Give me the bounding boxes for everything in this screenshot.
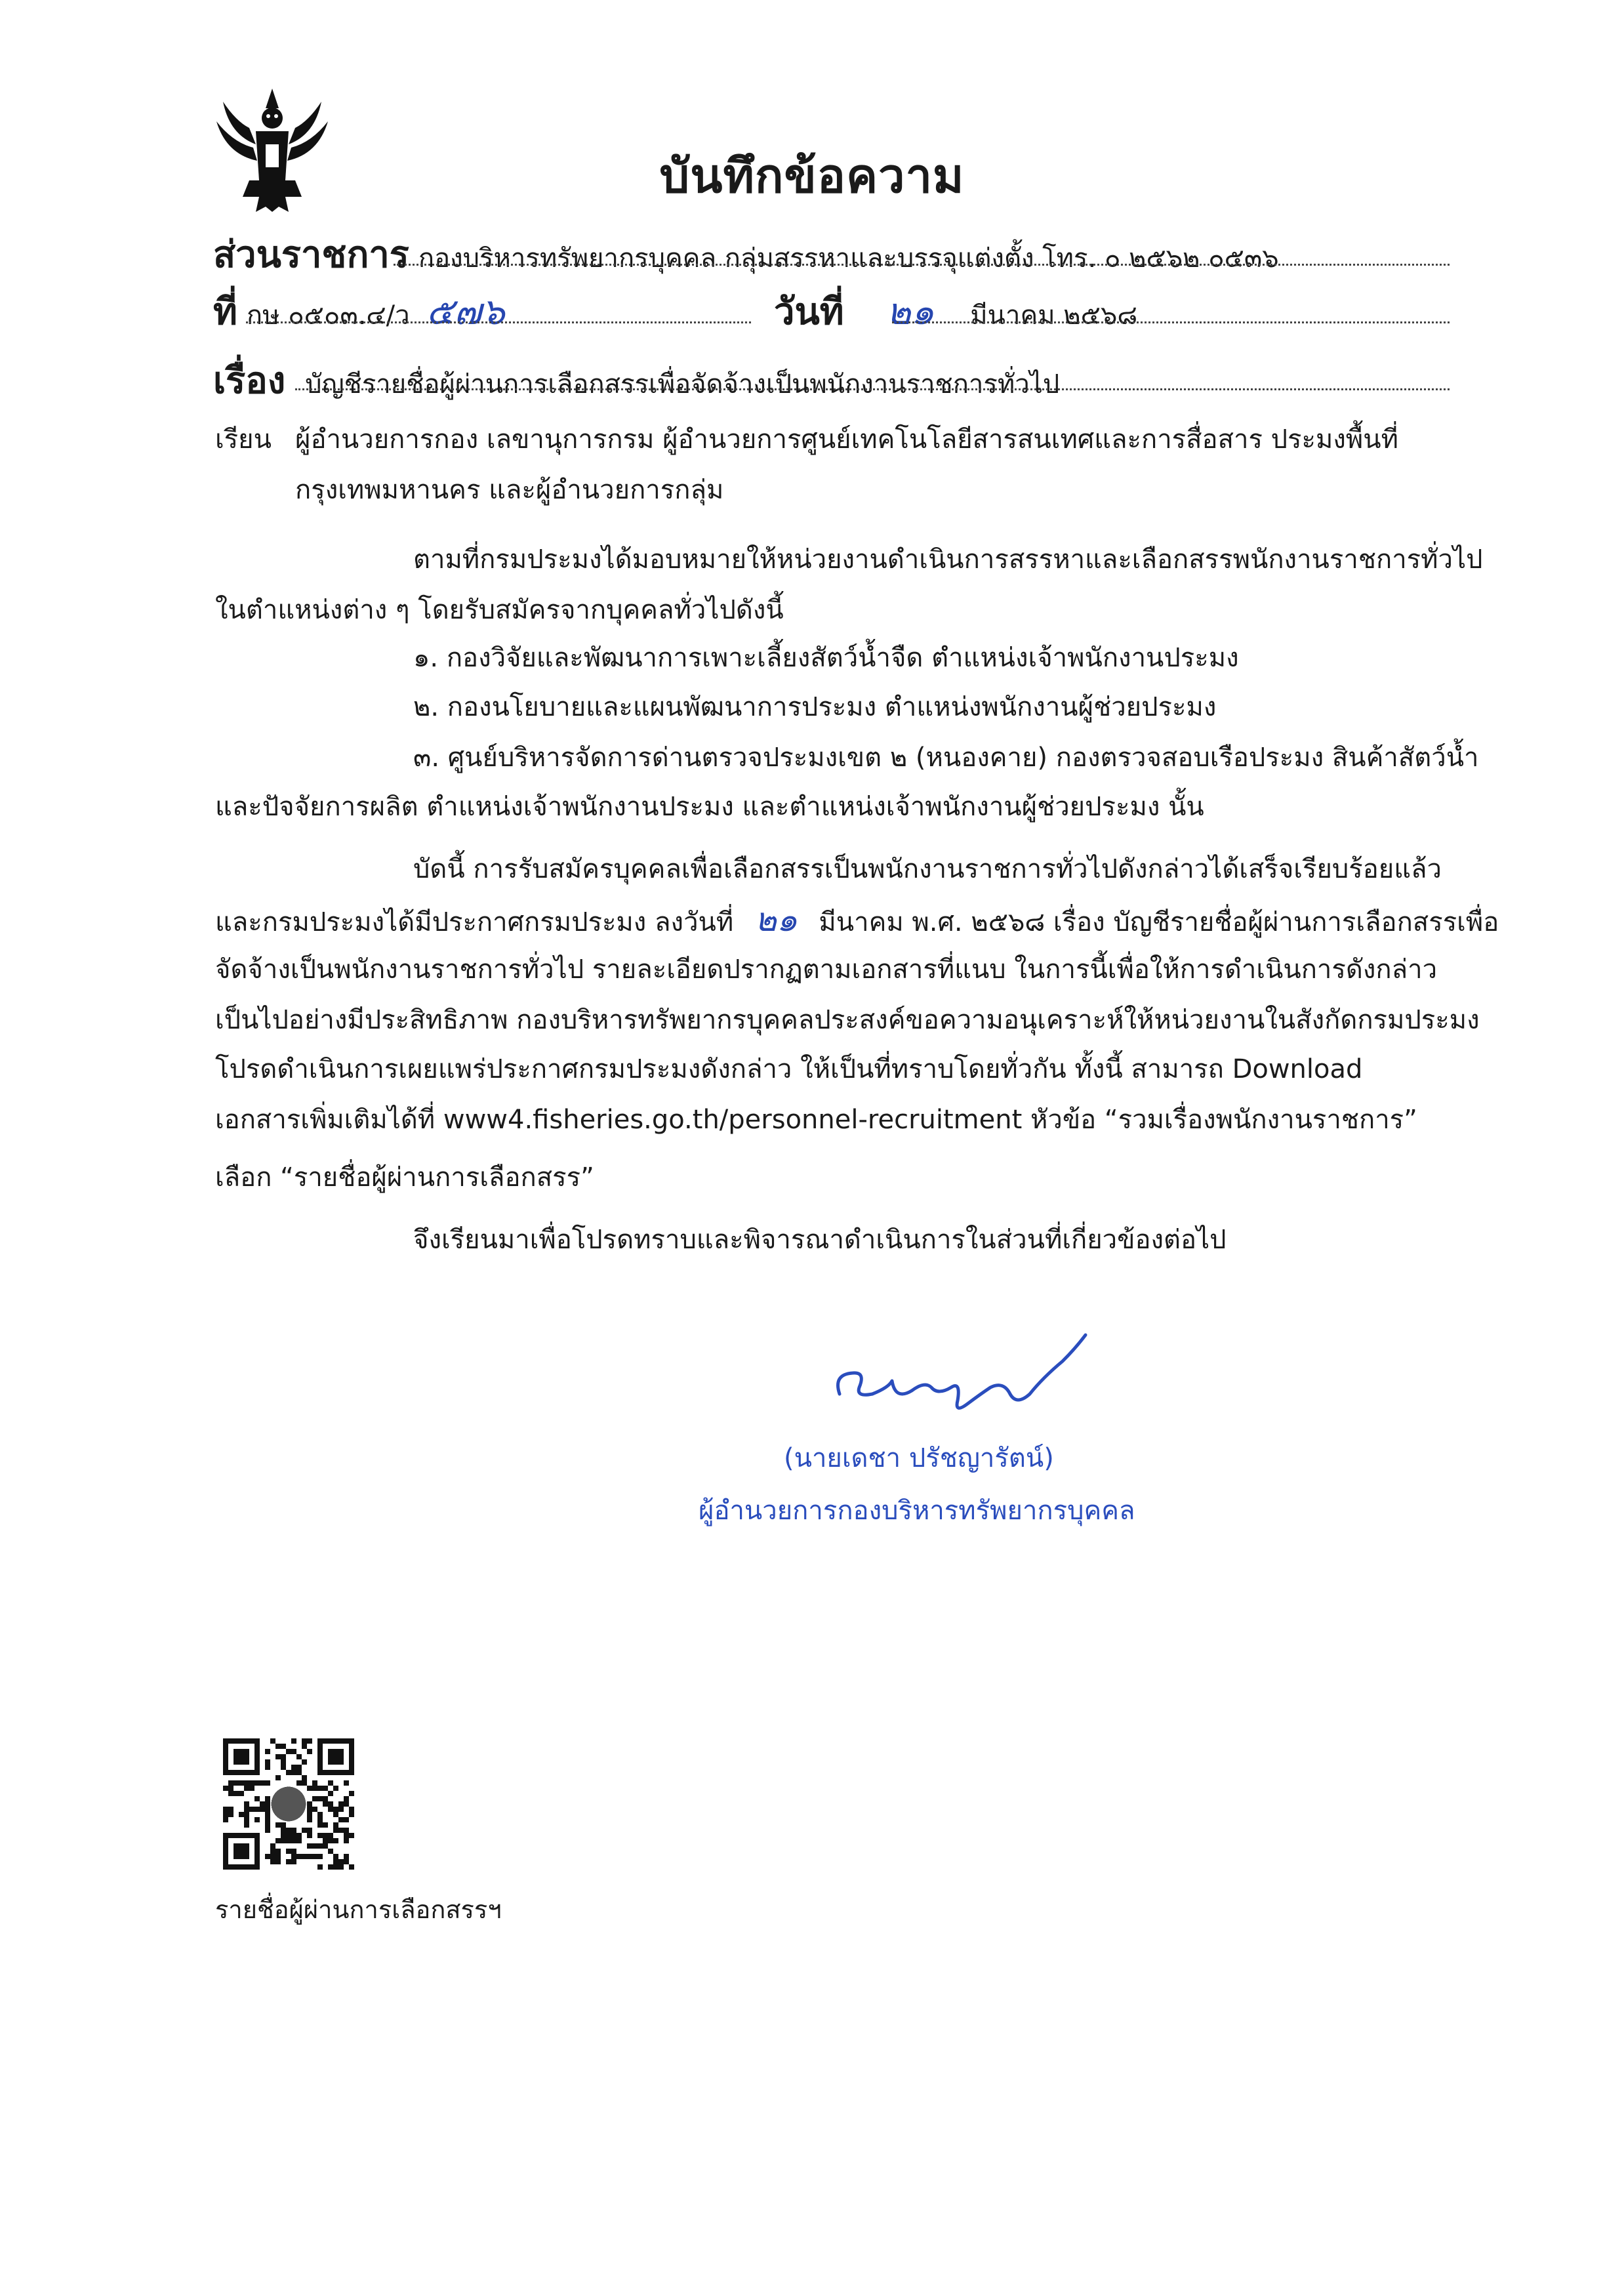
paragraph-1-line-2: ในตำแหน่งต่าง ๆ โดยรับสมัครจากบุคคลทั่วไปดังนี้ [215,595,784,625]
subject-value: บัญชีรายชื่อผู้ผ่านการเลือกสรรเพื่อจัดจ้างเป็นพนักงานราชการทั่วไป [305,369,1060,400]
paragraph-2-line-5: โปรดดำเนินการเผยแพร่ประกาศกรมประมงดังกล่าว ให้เป็นที่ทราบโดยทั่วกัน ทั้งนี้ สามารถ Download [215,1054,1363,1084]
paragraph-1-line-1: ตามที่กรมประมงได้มอบหมายให้หน่วยงานดำเนินการสรรหาและเลือกสรรพนักงานราชการทั่วไป [413,544,1483,575]
subject-row [213,351,1450,409]
salutation-label: เรียน [215,424,272,455]
signatory-position: ผู้อำนวยการกองบริหารทรัพยากรบุคคล [699,1496,1135,1526]
paragraph-2-line-7: เลือก “รายชื่อผู้ผ่านการเลือกสรร” [215,1162,594,1193]
reference-number-handwritten: ๕๗๖ [426,291,505,333]
announcement-day-handwritten: ๒๑ [754,901,798,939]
department-label: ส่วนราชการ [213,234,409,276]
department-value: กองบริหารทรัพยากรบุคคล กลุ่มสรรหาและบรรจุแต่งตั้ง โทร. ๐ ๒๕๖๒ ๐๕๓๖ [418,243,1279,274]
paragraph-2-line-2-a: และกรมประมงได้มีประกาศกรมประมง ลงวันที่ [215,907,734,937]
date-dotted-line [892,321,1450,323]
document-title: บันทึกข้อความ [659,148,965,203]
list-item-3-line-2: และปัจจัยการผลิต ตำแหน่งเจ้าพนักงานประมง และตำแหน่งเจ้าพนักงานผู้ช่วยประมง นั้น [215,792,1204,822]
signatory-name: (นายเดชา ปรัชญารัตน์) [784,1443,1054,1473]
reference-dotted-line [246,321,751,323]
subject-dotted-line [295,388,1450,390]
qr-code[interactable] [223,1738,354,1870]
handwritten-signature [826,1322,1089,1420]
paragraph-2-line-6: เอกสารเพิ่มเติมได้ที่ www4.fisheries.go.th/personnel-recruitment หัวข้อ “รวมเรื่องพนักงานราชการ” [215,1105,1417,1135]
date-day-handwritten: ๒๑ [886,291,935,333]
salutation-line-2: กรุงเทพมหานคร และผู้อำนวยการกลุ่ม [295,475,724,505]
paragraph-2-line-2 [215,901,1499,939]
list-item-2: ๒. กองนโยบายและแผนพัฒนาการประมง ตำแหน่งพนักงานผู้ช่วยประมง [413,692,1217,722]
department-dotted-line [394,264,1450,266]
list-item-3-line-1: ๓. ศูนย์บริหารจัดการด่านตรวจประมงเขต ๒ (หนองคาย) กองตรวจสอบเรือประมง สินค้าสัตว์น้ำ [413,743,1479,773]
reference-prefix: กษ ๐๕๐๓.๔/ว [246,300,410,331]
qr-caption: รายชื่อผู้ผ่านการเลือกสรรฯ [215,1895,502,1924]
paragraph-2-line-3: จัดจ้างเป็นพนักงานราชการทั่วไป รายละเอียดปรากฏตามเอกสารที่แนบ ในการนี้เพื่อให้การดำเนินการดังกล่าว [215,954,1438,985]
paragraph-2-line-1: บัดนี้ การรับสมัครบุคคลเพื่อเลือกสรรเป็นพนักงานราชการทั่วไปดังกล่าวได้เสร็จเรียบร้อยแล้ว [413,854,1442,884]
reference-label: ที่ [213,291,237,333]
subject-label: เรื่อง [213,359,286,402]
paragraph-2-line-2-b: มีนาคม พ.ศ. ๒๕๖๘ เรื่อง บัญชีรายชื่อผู้ผ่านการเลือกสรรเพื่อ [819,907,1499,937]
closing-line: จึงเรียนมาเพื่อโปรดทราบและพิจารณาดำเนินการในส่วนที่เกี่ยวข้องต่อไป [413,1225,1227,1255]
date-month-year: มีนาคม ๒๕๖๘ [970,300,1138,331]
date-row [774,282,1450,340]
paragraph-2-line-4: เป็นไปอย่างมีประสิทธิภาพ กองบริหารทรัพยากรบุคคลประสงค์ขอความอนุเคราะห์ให้หน่วยงานในสังกัดกรมประมง [215,1005,1480,1035]
list-item-1: ๑. กองวิจัยและพัฒนาการเพาะเลี้ยงสัตว์น้ำจืด ตำแหน่งเจ้าพนักงานประมง [413,643,1239,673]
date-label: วันที่ [774,291,844,333]
salutation-line-1: ผู้อำนวยการกอง เลขานุการกรม ผู้อำนวยการศูนย์เทคโนโลยีสารสนเทศและการสื่อสาร ประมงพื้นที่ [295,424,1398,455]
department-row [213,225,1450,283]
